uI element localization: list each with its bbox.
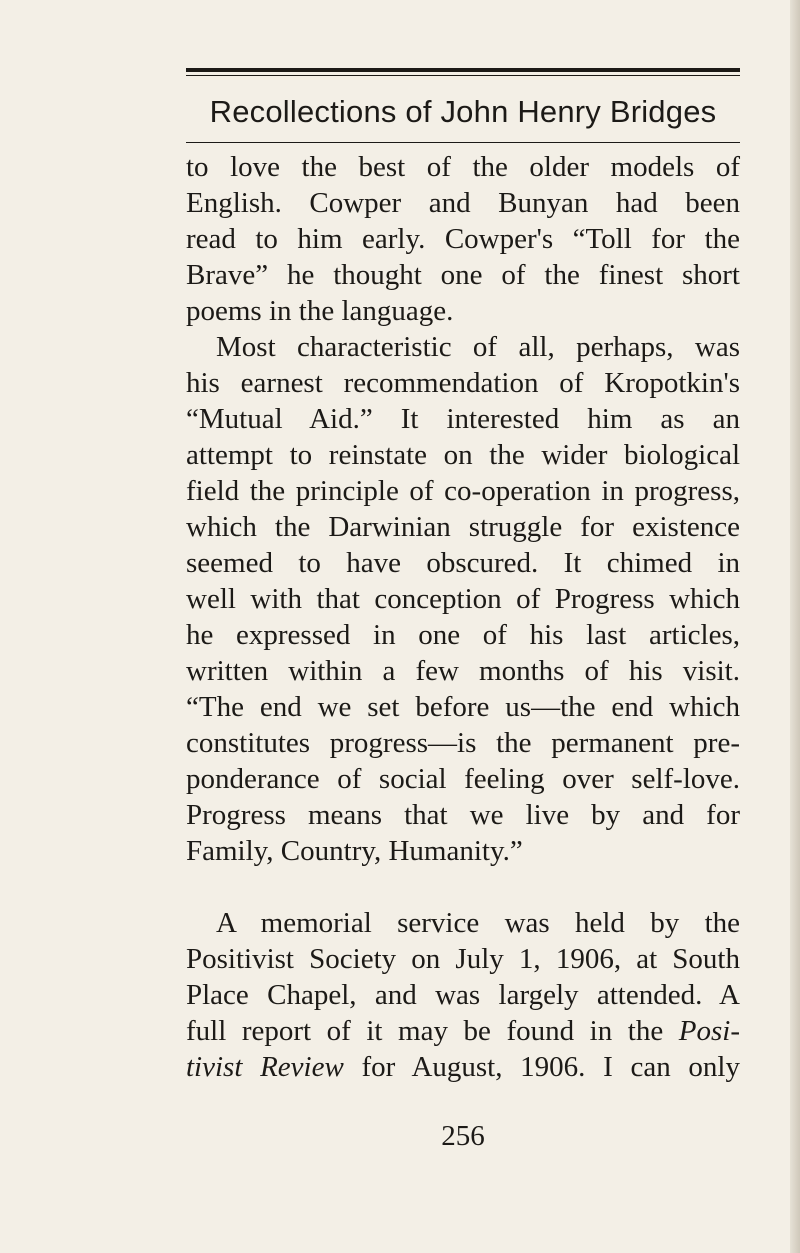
text-line: Most characteristic of all, perhaps, was (216, 331, 740, 363)
text-line: “Mutual Aid.” It interested him as an (186, 403, 740, 435)
text-line (186, 1049, 740, 1085)
header-rule-bottom (186, 142, 740, 143)
text-segment: full report of it may be found in the (186, 1015, 679, 1047)
text-line: Brave” he thought one of the finest short (186, 259, 740, 291)
running-head: Recollections of John Henry Bridges (209, 94, 717, 129)
text-line: read to him early. Cowper's “Toll for the (186, 223, 740, 255)
text-line: constitutes progress—is the permanent pre- (186, 727, 740, 759)
text-line: English. Cowper and Bunyan had been (186, 187, 740, 219)
text-line: “The end we set before us—the end which (186, 691, 740, 723)
header-rule-thick (186, 68, 740, 72)
header-rule-thin (186, 75, 740, 76)
italic-title: tivist Review (186, 1051, 344, 1083)
text-line: poems in the language. (186, 295, 454, 327)
text-line: Progress means that we live by and for (186, 799, 740, 831)
text-line: field the principle of co-operation in progress, (186, 475, 740, 507)
text-segment: for August, 1906. I can only (343, 1051, 740, 1083)
page-edge (790, 0, 800, 1253)
text-line: attempt to reinstate on the wider biological (186, 439, 740, 471)
text-line: he expressed in one of his last articles, (186, 619, 740, 651)
text-line: written within a few months of his visit. (186, 655, 740, 687)
text-line: A memorial service was held by the (216, 907, 740, 939)
text-line: seemed to have obscured. It chimed in (186, 547, 740, 579)
text-line: ponderance of social feeling over self-love. (186, 763, 740, 795)
body-text (186, 149, 740, 1085)
text-line: Family, Country, Humanity.” (186, 835, 523, 867)
page-number: 256 (441, 1120, 485, 1152)
italic-title: Posi- (678, 1015, 740, 1047)
text-line: Place Chapel, and was largely attended. A (186, 979, 740, 1011)
text-line: well with that conception of Progress which (186, 583, 740, 615)
paragraph-gap (186, 869, 740, 905)
text-line: to love the best of the older models of (186, 151, 740, 183)
text-line (186, 1013, 740, 1049)
text-line: Positivist Society on July 1, 1906, at South (186, 943, 740, 975)
text-line: his earnest recommendation of Kropotkin's (186, 367, 740, 399)
text-line: which the Darwinian struggle for existence (186, 511, 740, 543)
